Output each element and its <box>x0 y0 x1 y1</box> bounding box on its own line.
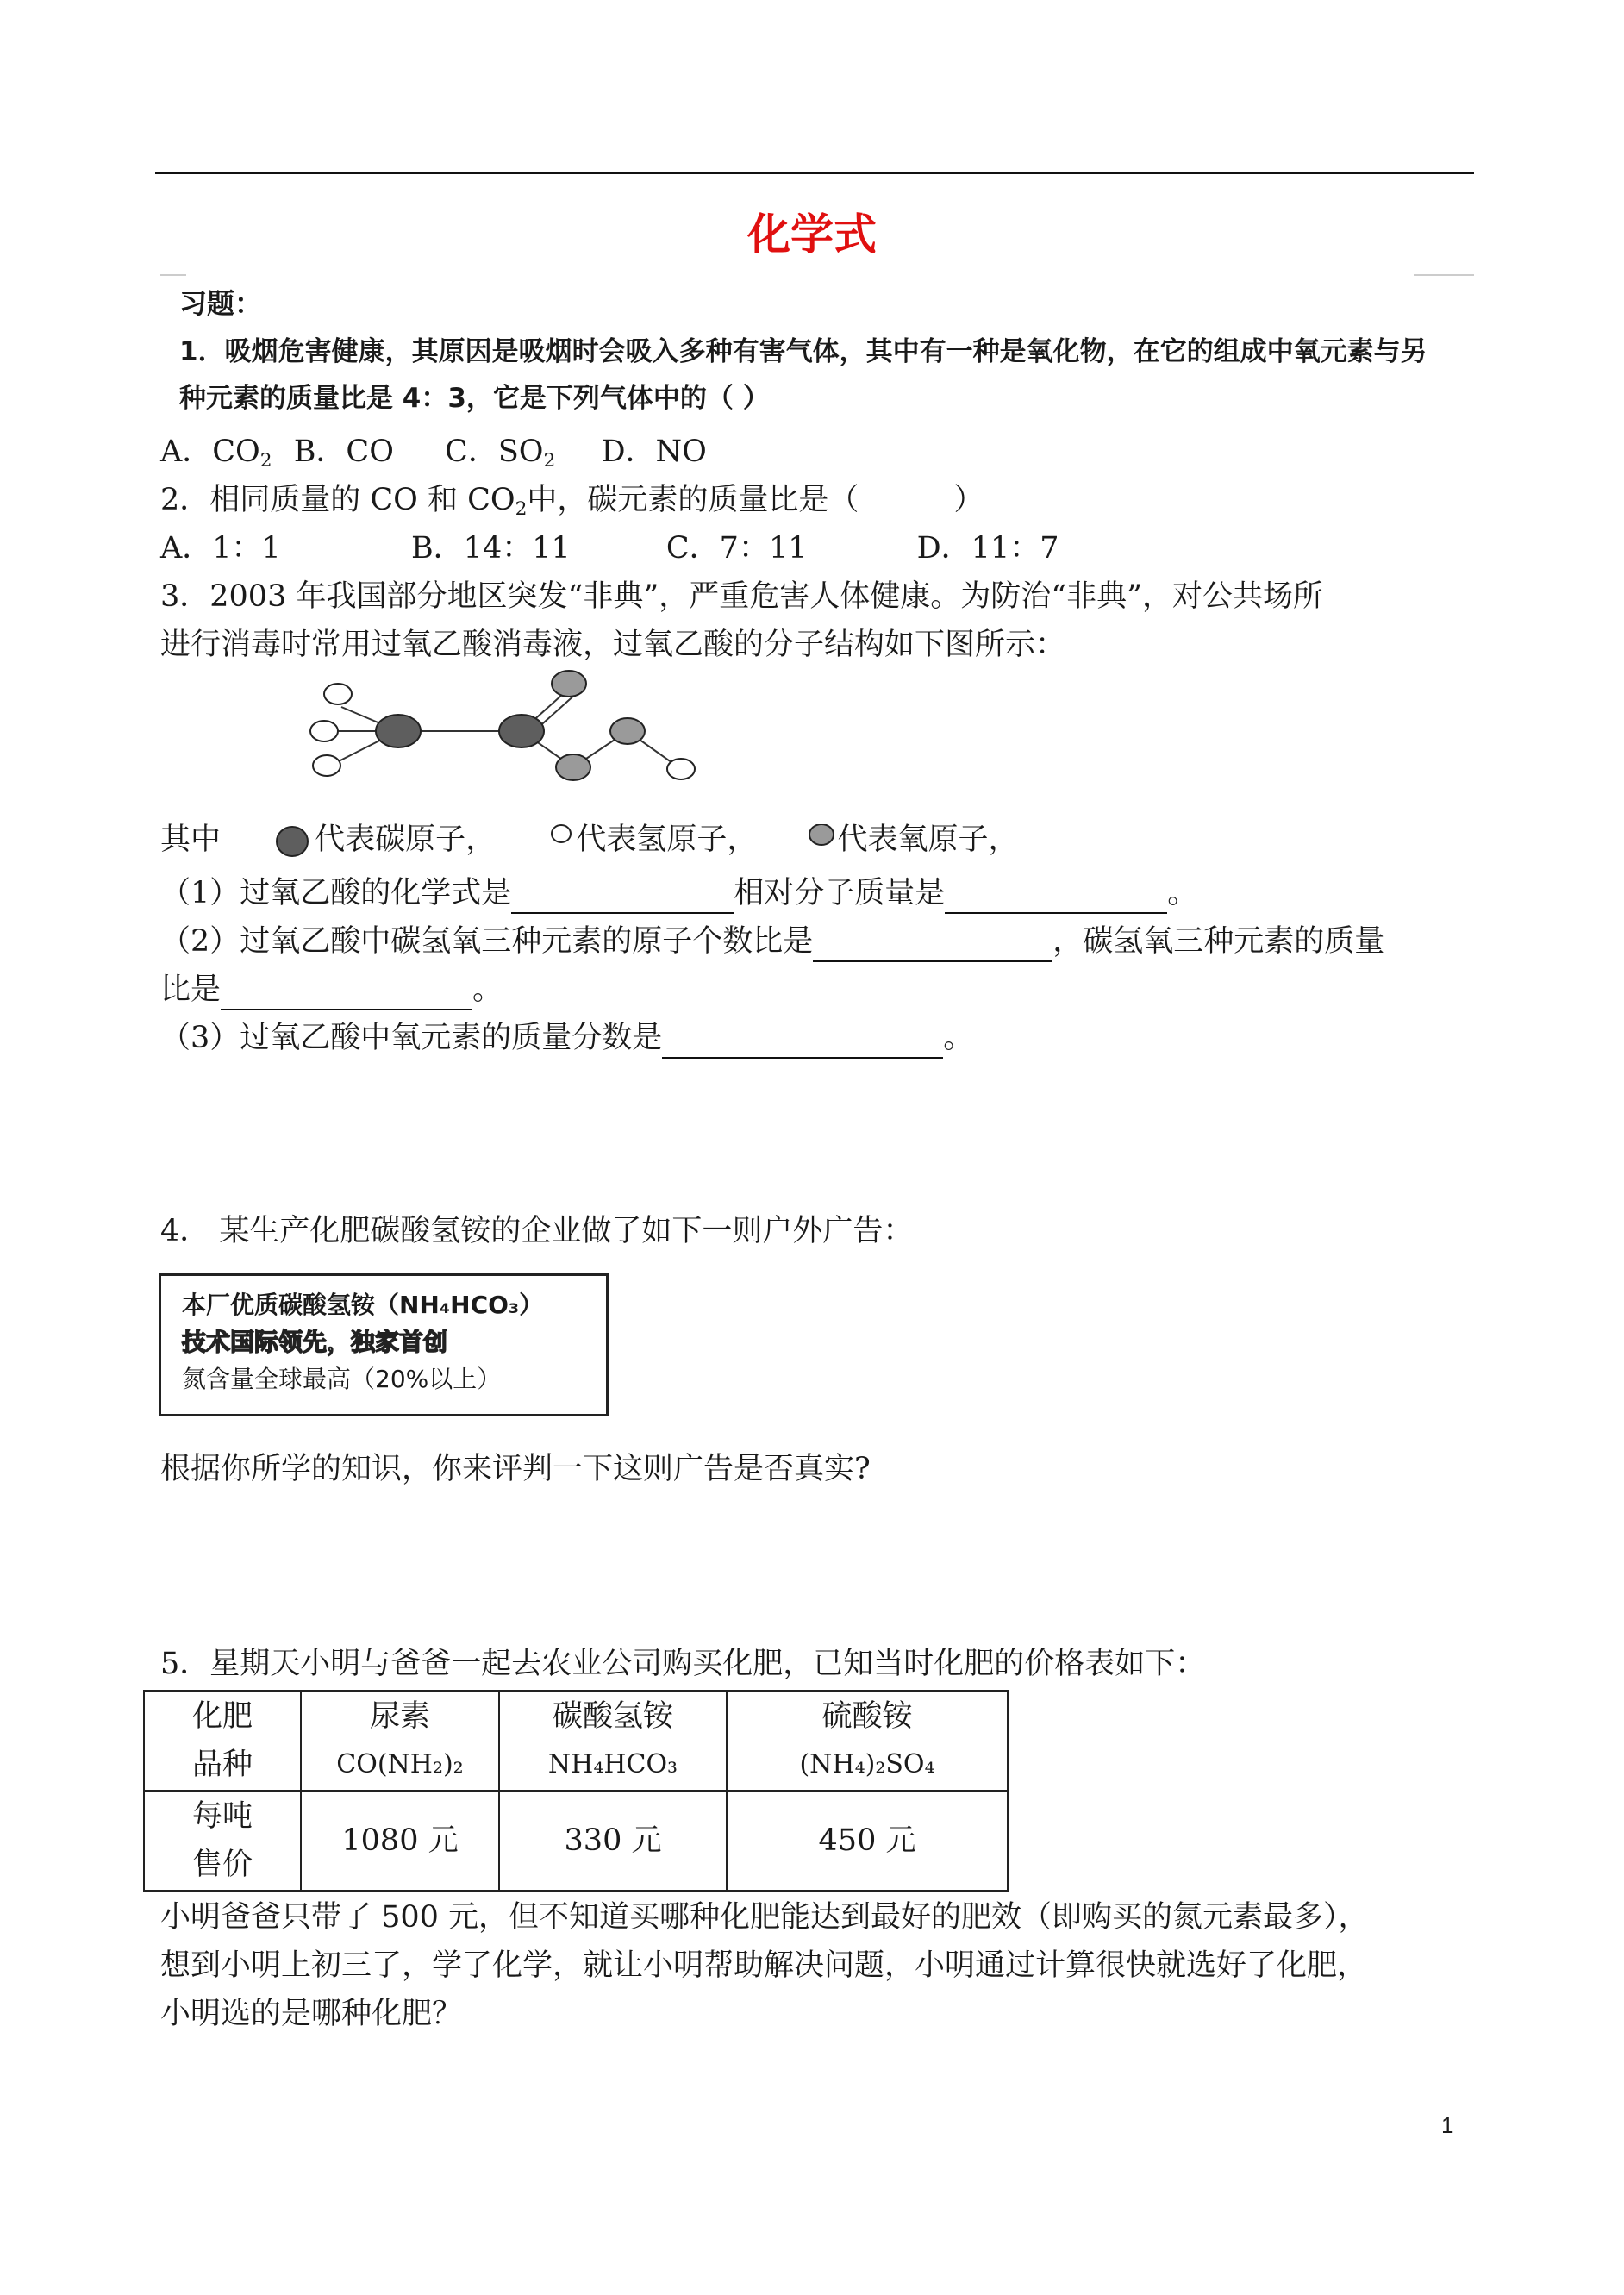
q1-options <box>160 431 707 472</box>
scan-artifact <box>1414 274 1474 276</box>
q5-stem: 5．星期天小明与爸爸一起去农业公司购买化肥，已知当时化肥的价格表如下： <box>160 1647 1206 1681</box>
answer-blank-molar-mass[interactable] <box>945 881 1167 914</box>
q4-question: 根据你所学的知识，你来评判一下这则广告是否真实? <box>160 1452 871 1486</box>
table-row <box>144 1791 1008 1891</box>
q2-option-c: C．7：11 <box>665 531 808 566</box>
advertisement-box <box>159 1273 609 1416</box>
ad-line-claim: 技术国际领先，独家首创 <box>182 1328 448 1356</box>
ad-line-nitrogen: 氮含量全球最高（20%以上） <box>182 1365 502 1393</box>
fertilizer-price-table <box>143 1690 1009 1892</box>
q3-sub2: （2）过氧乙酸中碳氢氧三种元素的原子个数比是 ，碳氢氧三种元素的质量 <box>160 921 1384 962</box>
scan-artifact <box>160 274 186 276</box>
peracetic-acid-molecule-diagram <box>302 668 698 797</box>
q2-stem: 2．相同质量的 CO 和 $CO_2$中，碳元素的质量比是（ ） <box>160 483 984 521</box>
hydrogen-legend-icon <box>550 824 576 859</box>
q2-options <box>160 528 1059 569</box>
page-title: 化学式 <box>747 209 877 260</box>
answer-blank-oxygen-fraction[interactable] <box>662 1026 943 1059</box>
q1-option-d: D．NO <box>601 435 707 469</box>
q2-option-d: D．11：7 <box>916 531 1059 566</box>
q1-line1: 1．吸烟危害健康，其原因是吸烟时会吸入多种有害气体，其中有一种是氧化物，在它的组成中氧元素与另 <box>179 336 1427 367</box>
table-cell: 碳酸氢铵 NH₄HCO₃ <box>499 1691 727 1791</box>
header-rule <box>155 172 1474 174</box>
hydrogen-atom <box>310 721 338 741</box>
table-header-cell: 每吨 售价 <box>144 1791 301 1891</box>
q1-line2: 种元素的质量比是 4：3，它是下列气体中的（ ） <box>179 383 770 414</box>
table-cell: 1080 元 <box>301 1791 499 1891</box>
table-cell: 450 元 <box>727 1791 1008 1891</box>
section-header: 习题： <box>179 287 263 320</box>
q3-line1: 3．2003 年我国部分地区突发“非典”，严重危害人体健康。为防治“非典”，对公共场所 <box>160 579 1324 614</box>
answer-blank-formula[interactable] <box>511 881 734 914</box>
hydrogen-atom <box>667 759 695 779</box>
q3-sub1: （1）过氧乙酸的化学式是 相对分子质量是 。 <box>160 872 1197 914</box>
carbon-atom <box>376 715 421 747</box>
q3-sub3: （3）过氧乙酸中氧元素的质量分数是 。 <box>160 1017 973 1059</box>
table-cell: 尿素 CO(NH₂)₂ <box>301 1691 499 1791</box>
table-cell: 硫酸铵 (NH₄)₂SO₄ <box>727 1691 1008 1791</box>
table-row <box>144 1691 1008 1791</box>
q1-option-a: A．$CO_2$ <box>160 435 272 472</box>
q3-legend: 其中 代表碳原子， 代表氢原子， 代表氧原子， <box>160 822 1019 857</box>
ad-line-product: 本厂优质碳酸氢铵（NH₄HCO₃） <box>182 1291 544 1319</box>
q4-stem: 4． 某生产化肥碳酸氢铵的企业做了如下一则户外广告： <box>160 1214 914 1248</box>
oxygen-legend-icon <box>808 824 837 859</box>
table-header-cell: 化肥 品种 <box>144 1691 301 1791</box>
hydrogen-atom <box>324 684 352 704</box>
q2-option-b: B．14：11 <box>410 531 571 566</box>
table-cell: 330 元 <box>499 1791 727 1891</box>
page-number: 1 <box>1441 2112 1454 2138</box>
q2-option-a: A．1：1 <box>160 531 281 566</box>
carbon-atom <box>499 715 544 747</box>
q1-option-b: B．CO <box>293 435 394 469</box>
carbon-legend-icon <box>273 824 315 859</box>
answer-blank-atom-ratio[interactable] <box>813 929 1052 962</box>
q3-line2: 进行消毒时常用过氧乙酸消毒液，过氧乙酸的分子结构如下图所示： <box>160 628 1066 662</box>
q5-para1: 小明爸爸只带了 500 元，但不知道买哪种化肥能达到最好的肥效（即购买的氮元素最多）， <box>160 1900 1369 1935</box>
oxygen-atom <box>556 754 590 780</box>
q5-para3: 小明选的是哪种化肥？ <box>160 1997 463 2031</box>
q1-option-c: C．$SO_2$ <box>445 435 556 472</box>
q5-para2: 想到小明上初三了，学了化学，就让小明帮助解决问题，小明通过计算很快就选好了化肥， <box>160 1948 1368 1983</box>
q3-sub2-cont: 比是 。 <box>160 969 503 1010</box>
hydrogen-atom <box>313 755 340 776</box>
oxygen-atom <box>610 718 645 744</box>
answer-blank-mass-ratio[interactable] <box>221 978 472 1010</box>
oxygen-atom <box>552 671 586 697</box>
